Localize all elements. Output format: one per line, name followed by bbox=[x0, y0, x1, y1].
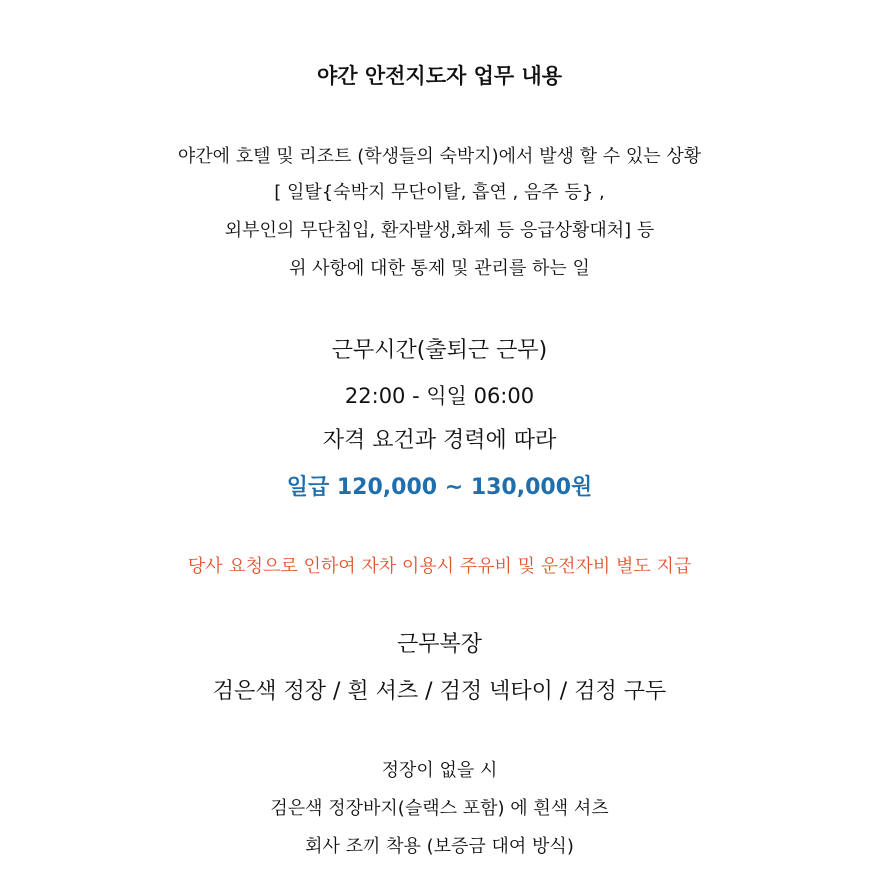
fuel-allowance-note: 당사 요청으로 인하여 자차 이용시 주유비 및 운전자비 별도 지급 bbox=[187, 556, 692, 577]
alternative-dress-line-3: 회사 조끼 착용 (보증금 대여 방식) bbox=[305, 836, 574, 857]
work-hours-title: 근무시간(출퇴근 근무) bbox=[331, 338, 548, 363]
dress-code-items: 검은색 정장 / 흰 셔츠 / 검정 넥타이 / 검정 구두 bbox=[212, 679, 667, 704]
alternative-dress-line-2: 검은색 정장바지(슬랙스 포함) 에 흰색 셔츠 bbox=[270, 798, 609, 819]
daily-pay: 일급 120,000 ~ 130,000원 bbox=[286, 475, 593, 500]
description-line-2: [ 일탈{숙박지 무단이탈, 흡연 , 음주 등} , bbox=[274, 182, 605, 203]
description-line-1: 야간에 호텔 및 리조트 (학생들의 숙박지)에서 발생 할 수 있는 상황 bbox=[177, 146, 702, 167]
pay-condition: 자격 요건과 경력에 따라 bbox=[322, 428, 557, 453]
work-hours: 22:00 - 익일 06:00 bbox=[344, 384, 535, 408]
alternative-dress-line-1: 정장이 없을 시 bbox=[381, 760, 498, 781]
description-line-4: 위 사항에 대한 통제 및 관리를 하는 일 bbox=[289, 258, 590, 279]
notice-title: 야간 안전지도자 업무 내용 bbox=[316, 64, 563, 88]
description-line-3: 외부인의 무단침입, 환자발생,화제 등 응급상황대처] 등 bbox=[224, 220, 655, 241]
dress-code-title: 근무복장 bbox=[396, 632, 482, 657]
